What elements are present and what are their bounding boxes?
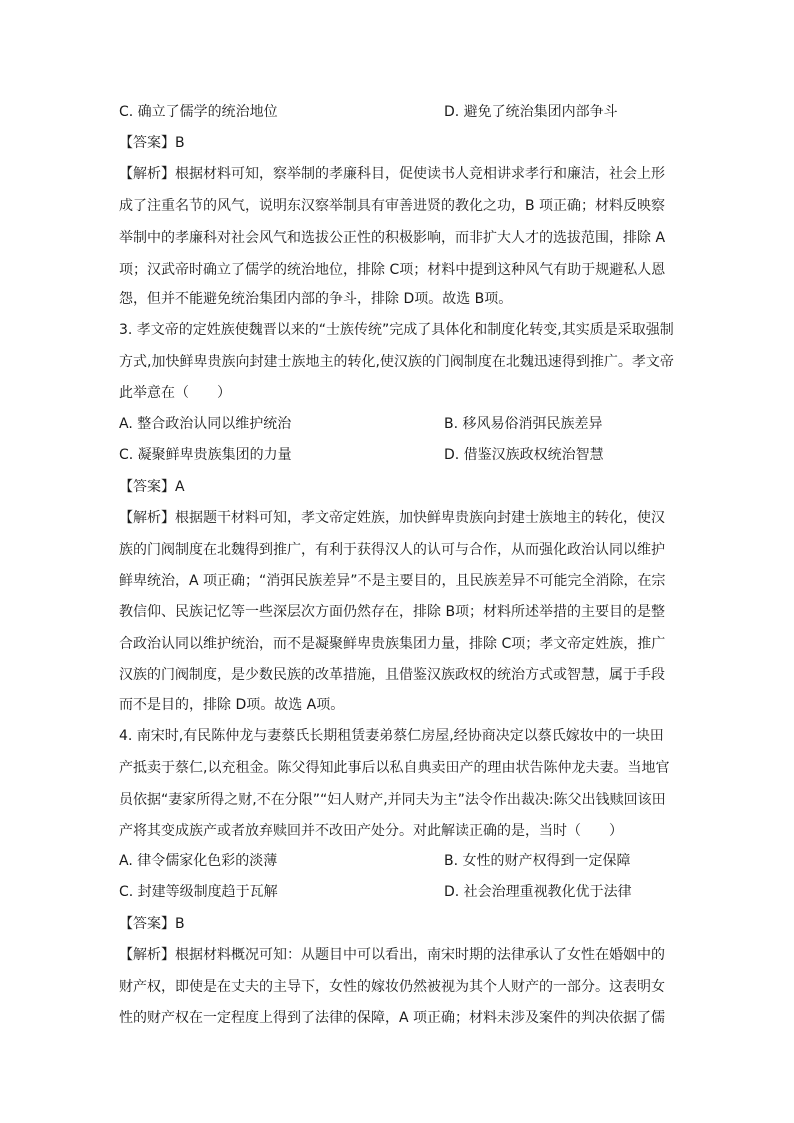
q4-stem-line: 员依据“妻家所得之财,不在分限”“妇人财产,并同夫为主”法令作出裁决:陈父出钱赎回该田 bbox=[119, 792, 666, 808]
q4-analysis-line: 性的财产权在一定程度上得到了法律的保障，A 项正确；材料未涉及案件的判决依据了儒 bbox=[119, 1010, 666, 1026]
q2-option-d: D. 避免了统治集团内部争斗 bbox=[444, 104, 618, 120]
q4-option-b: B. 女性的财产权得到一定保障 bbox=[444, 853, 631, 869]
q4-analysis-line: 财产权，即使是在丈夫的主导下，女性的嫁妆仍然被视为其个人财产的一部分。这表明女 bbox=[119, 979, 665, 995]
q3-option-a: A. 整合政治认同以维护统治 bbox=[119, 416, 292, 432]
q3-stem-line: 此举意在（ ） bbox=[119, 385, 231, 401]
q3-analysis-line: 而不是目的，排除 D项。故选 A项。 bbox=[119, 697, 345, 713]
q3-option-c: C. 凝聚鲜卑贵族集团的力量 bbox=[119, 447, 292, 463]
q3-analysis-line: 合政治认同以维护统治，而不是凝聚鲜卑贵族集团力量，排除 C项；孝文帝定姓族，推广 bbox=[119, 636, 666, 652]
q2-option-c: C. 确立了儒学的统治地位 bbox=[119, 104, 278, 120]
q3-analysis-line: 教信仰、民族记忆等一些深层次方面仍然存在，排除 B项；材料所述举措的主要目的是整 bbox=[119, 604, 666, 620]
q4-stem-line: 产将其变成族产或者放弃赎回并不改田产处分。对此解读正确的是，当时（ ） bbox=[119, 823, 623, 839]
q2-analysis-line: 【解析】根据材料可知，察举制的孝廉科目，促使读书人竞相讲求孝行和廉洁，社会上形 bbox=[119, 166, 665, 182]
q3-option-d: D. 借鉴汉族政权统治智慧 bbox=[444, 447, 604, 463]
q2-analysis-line: 举制中的孝廉科对社会风气和选拔公正性的积极影响，而非扩大人才的选拔范围，排除 A bbox=[119, 230, 666, 246]
q4-stem-line: 4. 南宋时,有民陈仲龙与妻蔡氏长期租赁妻弟蔡仁房屋,经协商决定以蔡氏嫁妆中的一块田 bbox=[119, 728, 664, 744]
q2-analysis-line: 怨，但并不能避免统治集团内部的争斗，排除 D项。故选 B项。 bbox=[119, 291, 513, 307]
q4-answer: 【答案】B bbox=[119, 916, 185, 932]
q4-option-c: C. 封建等级制度趋于瓦解 bbox=[119, 884, 278, 900]
q3-analysis-line: 【解析】根据题干材料可知，孝文帝定姓族，加快鲜卑贵族向封建士族地主的转化，使汉 bbox=[119, 510, 665, 526]
q3-analysis-line: 族的门阀制度在北魏得到推广，有利于获得汉人的认可与合作，从而强化政治认同以维护 bbox=[119, 542, 665, 558]
q3-answer: 【答案】A bbox=[119, 479, 185, 495]
q3-stem-line: 方式,加快鲜卑贵族向封建士族地主的转化,使汉族的门阀制度在北魏迅速得到推广。孝文帝 bbox=[119, 354, 674, 370]
q4-analysis-line: 【解析】根据材料概况可知：从题目中可以看出，南宋时期的法律承认了女性在婚姻中的 bbox=[119, 947, 665, 963]
q2-analysis-line: 成了注重名节的风气，说明东汉察举制具有审善进贤的教化之功，B 项正确；材料反映察 bbox=[119, 198, 666, 214]
q3-option-b: B. 移风易俗消弭民族差异 bbox=[444, 416, 603, 432]
q3-analysis-line: 汉族的门阀制度，是少数民族的改革措施，且借鉴汉族政权的统治方式或智慧，属于手段 bbox=[119, 667, 665, 683]
q3-stem-line: 3. 孝文帝的定姓族使魏晋以来的“士族传统”完成了具体化和制度化转变,其实质是采取强制 bbox=[119, 322, 674, 338]
q2-analysis-line: 项；汉武帝时确立了儒学的统治地位，排除 C项；材料中提到这种风气有助于规避私人恩 bbox=[119, 262, 666, 278]
q4-option-d: D. 社会治理重视教化优于法律 bbox=[444, 884, 632, 900]
q4-option-a: A. 律令儒家化色彩的淡薄 bbox=[119, 853, 278, 869]
q2-answer: 【答案】B bbox=[119, 135, 185, 151]
q3-analysis-line: 鲜卑统治，A 项正确；“消弭民族差异”不是主要目的，且民族差异不可能完全消除，在宗 bbox=[119, 573, 666, 589]
q4-stem-line: 产抵卖于蔡仁,以充租金。陈父得知此事后以私自典卖田产的理由状告陈仲龙夫妻。当地官 bbox=[119, 760, 670, 776]
